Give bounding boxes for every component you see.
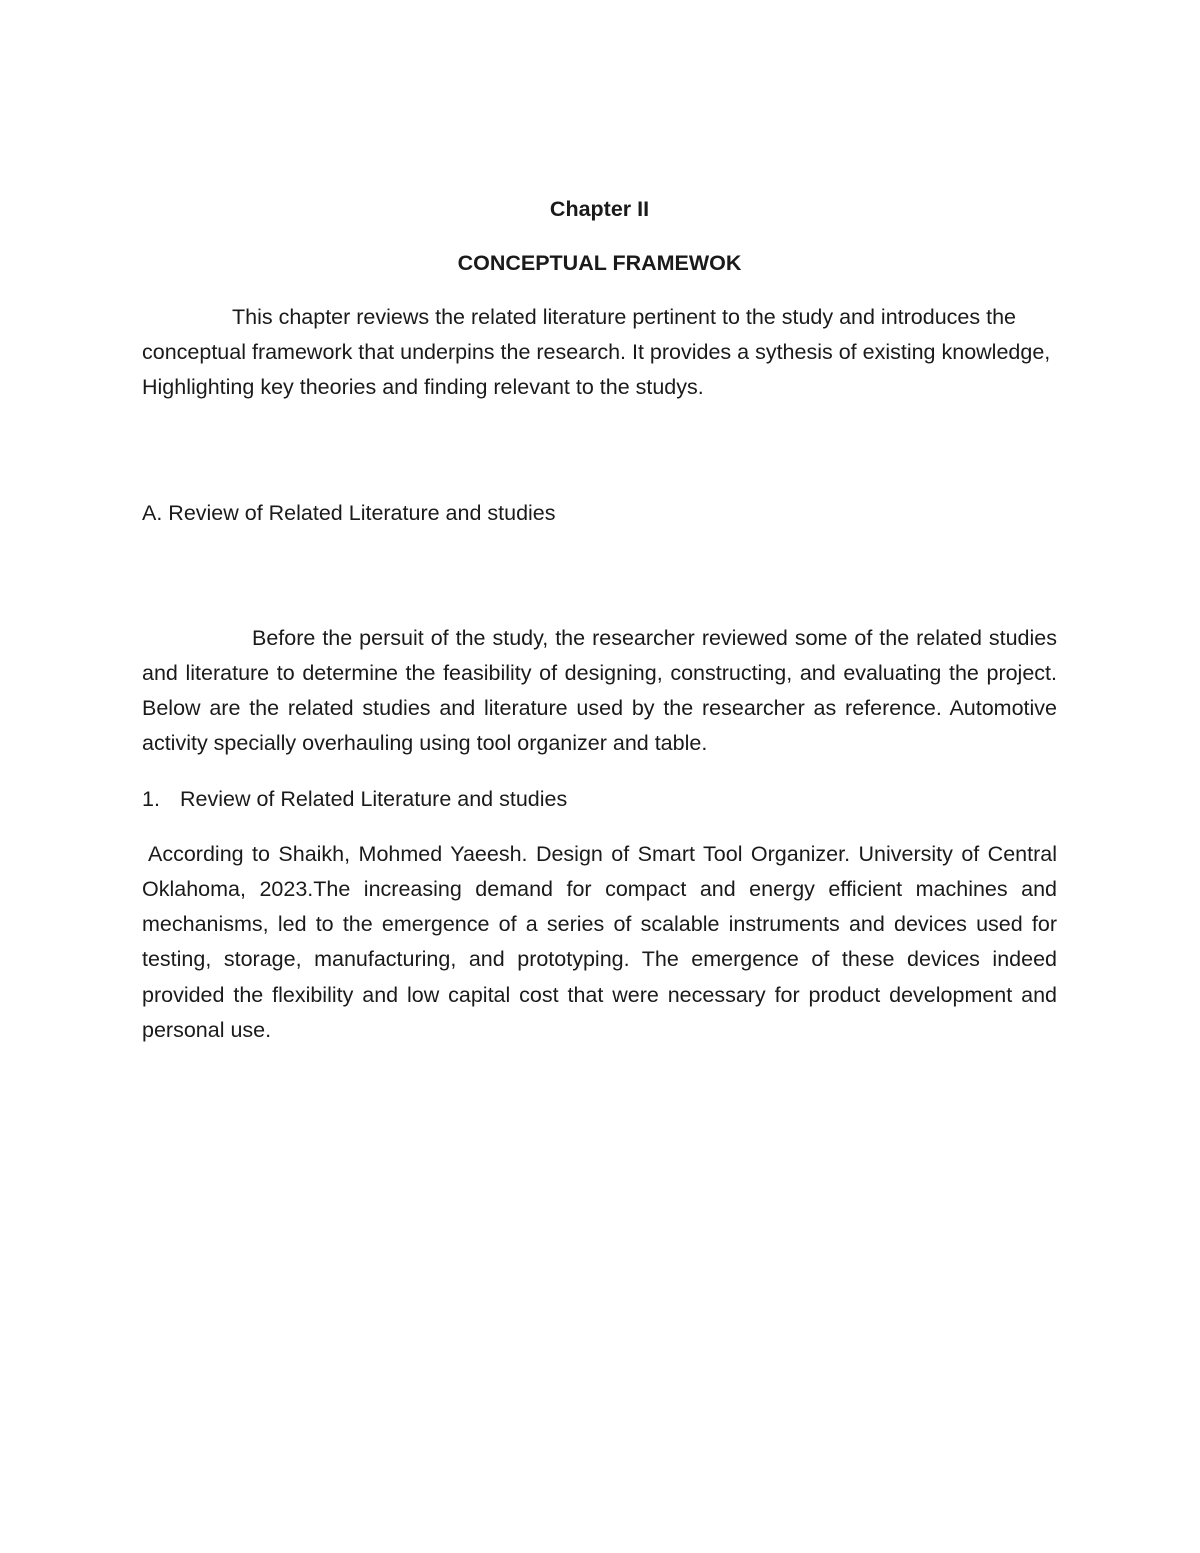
list-item-review [142,782,1057,817]
according-paragraph: According to Shaikh, Mohmed Yaeesh. Design of Smart Tool Organizer. University of Central Oklahoma, 2023.The increasing demand for compact and energy efficient machines and mechanisms, led to the emergence of a series of scalable instruments and devices used for testing, storage, manufacturing, and prototyping. The emergence of these devices indeed provided the flexibility and low capital cost that were necessary for product development and personal use. [142,841,1057,1042]
review-heading-a: A. Review of Related Literature and studies [142,500,556,525]
intro-paragraph: This chapter reviews the related literature pertinent to the study and introduces the conceptual framework that underpins the research. It provides a sythesis of existing knowledge, Highlighting key theories and finding relevant to the studys. [142,305,1051,400]
list-item-number: 1. [142,786,160,811]
persuit-paragraph: Before the persuit of the study, the researcher reviewed some of the related studies and literature to determine the feasibility of designing, constructing, and evaluating the project. Below are the related studies and literature used by the researcher as reference. Automotive activity specially overhauling using tool organizer and table. [142,625,1057,756]
list-item-label: Review of Related Literature and studies [180,786,568,811]
section-title: CONCEPTUAL FRAMEWOK [457,251,742,275]
document-body [142,194,1057,1048]
chapter-title: Chapter II [549,197,650,221]
